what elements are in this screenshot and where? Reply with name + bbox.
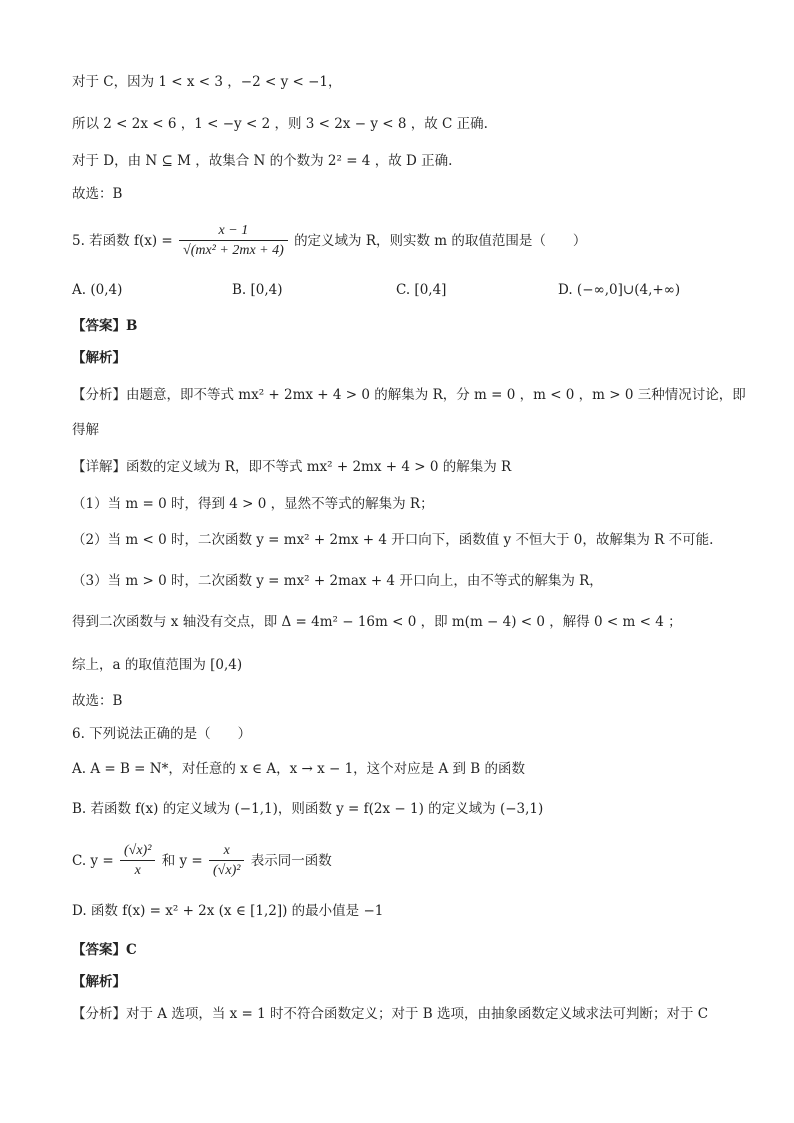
analysis-5-line-1: 【分析】由题意，即不等式 mx² + 2mx + 4 > 0 的解集为 R，分 m = 0 ，m < 0 ，m > 0 三种情况讨论，即 — [72, 387, 746, 403]
q5-option-d: D. (−∞,0]∪(4,+∞) — [558, 282, 681, 298]
answer-5: 【答案】B — [72, 318, 138, 334]
case-3-continued: 得到二次函数与 x 轴没有交点，即 Δ = 4m² − 16m < 0 ，即 m(m − 4) < 0 ，解得 0 < m < 4 ； — [72, 614, 682, 630]
case-3: （3）当 m > 0 时，二次函数 y = mx² + 2max + 4 开口向上，由不等式的解集为 R， — [72, 573, 603, 589]
q6-option-d: D. 函数 f(x) = x² + 2x (x ∈ [1,2]) 的最小值是 −1 — [72, 903, 384, 919]
q6c-fraction-2 — [209, 842, 244, 881]
detail-5: 【详解】函数的定义域为 R，即不等式 mx² + 2mx + 4 > 0 的解集为 R — [72, 459, 512, 475]
analysis-5-line-2: 得解 — [72, 422, 99, 438]
q5-option-a: A. (0,4) — [72, 282, 123, 298]
question-6: 6. 下列说法正确的是（ ） — [72, 726, 252, 742]
q5-numerator: x − 1 — [179, 222, 288, 241]
q5-suffix: 的定义域为 R，则实数 m 的取值范围是（ ） — [294, 233, 587, 249]
q6-option-a: A. A = B = N*，对任意的 x ∈ A，x → x − 1，这个对应是 A 到 B 的函数 — [72, 761, 526, 777]
analysis-6-heading: 【解析】 — [72, 974, 126, 990]
q6c-numerator-2: x — [209, 842, 244, 861]
choose-line-1: 故选：B — [72, 186, 123, 202]
q6-option-c — [72, 836, 332, 886]
q5-option-c: C. [0,4] — [396, 282, 447, 298]
q6c-numerator-1: (√x)² — [120, 842, 155, 861]
q5-option-b: B. [0,4) — [232, 282, 283, 298]
q6c-denominator-1: x — [134, 863, 141, 878]
q6-option-b: B. 若函数 f(x) 的定义域为 (−1,1)，则函数 y = f(2x − 1) 的定义域为 (−3,1) — [72, 801, 544, 817]
question-5 — [72, 222, 586, 261]
choose-line-2: 故选：B — [72, 693, 123, 709]
q5-fraction — [179, 222, 288, 261]
c-calc-line: 所以 2 < 2x < 6 ，1 < −y < 2 ，则 3 < 2x − y < 8 ，故 C 正确. — [72, 116, 488, 132]
q5-prefix: 5. 若函数 f(x) = — [72, 233, 173, 249]
q6c-prefix: C. y = — [72, 853, 114, 869]
c-intro-line: 对于 C，因为 1 < x < 3 ，−2 < y < −1， — [72, 74, 342, 90]
q5-denominator: √(mx² + 2mx + 4) — [183, 243, 284, 258]
case-1: （1）当 m = 0 时，得到 4 > 0 ，显然不等式的解集为 R； — [72, 496, 434, 512]
answer-6: 【答案】C — [72, 942, 137, 958]
q6c-denominator-2: (√x)² — [213, 863, 241, 878]
summary-line: 综上，a 的取值范围为 [0,4) — [72, 657, 243, 673]
q6c-middle: 和 y = — [161, 853, 203, 869]
q6c-fraction-1 — [120, 842, 155, 881]
d-line: 对于 D，由 N ⊆ M ，故集合 N 的个数为 2² = 4 ，故 D 正确. — [72, 153, 453, 169]
case-2: （2）当 m < 0 时，二次函数 y = mx² + 2mx + 4 开口向下，函数值 y 不恒大于 0，故解集为 R 不可能. — [72, 532, 714, 548]
analysis-6-line-1: 【分析】对于 A 选项，当 x = 1 时不符合函数定义；对于 B 选项，由抽象函数定义域求法可判断；对于 C — [72, 1006, 709, 1022]
analysis-5-heading: 【解析】 — [72, 350, 126, 366]
q6c-suffix: 表示同一函数 — [250, 853, 332, 869]
